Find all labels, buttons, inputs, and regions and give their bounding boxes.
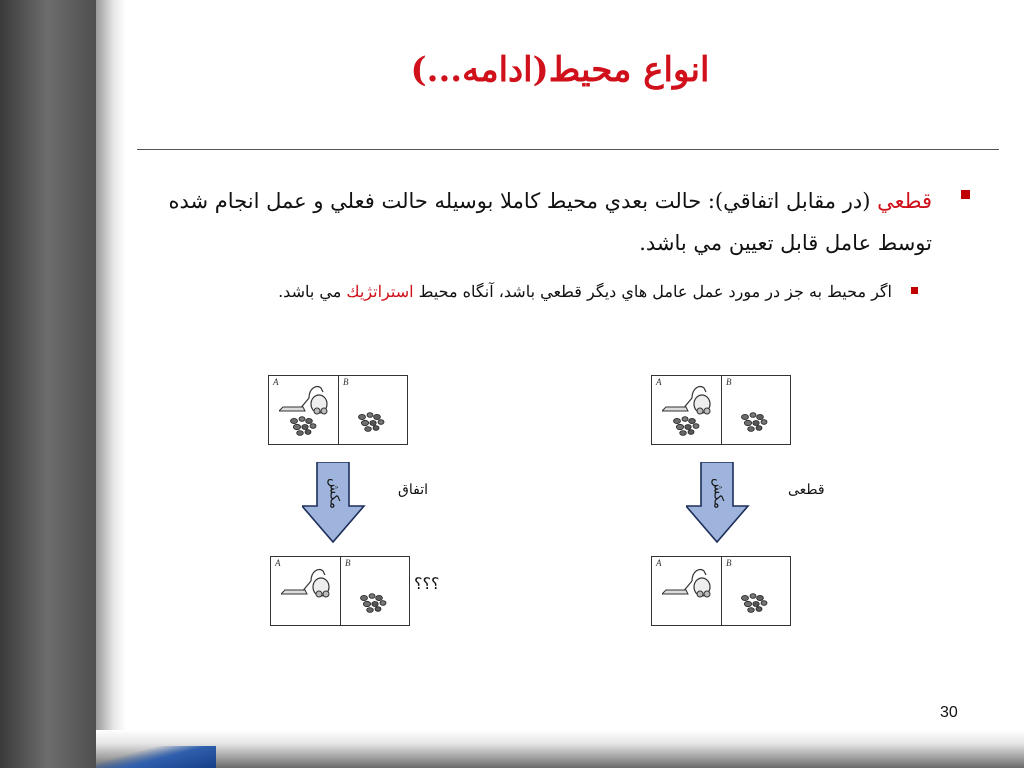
label-nondeterministic: اتفاق: [398, 482, 428, 498]
bullet-2-body-start: اگر محيط به جز در مورد عمل عامل هاي ديگر قطعي باشد، آنگاه محيط: [413, 282, 892, 301]
cell-a: [652, 376, 721, 444]
cell-label-b: B: [345, 558, 351, 568]
cell-a: [271, 557, 340, 625]
dirt-icon: [672, 416, 702, 438]
dirt-icon: [740, 412, 770, 434]
bullet-2-text: [152, 278, 892, 306]
vacuum-icon: [281, 567, 333, 599]
action-label-left: مکش: [326, 478, 342, 509]
dirt-icon: [357, 412, 387, 434]
vacuum-icon: [662, 567, 714, 599]
cell-b: [340, 557, 409, 625]
bullet-2-body-end: مي باشد.: [278, 282, 347, 301]
cell-a: [652, 557, 721, 625]
bullet-2-marker: [911, 287, 918, 294]
world-state-left-before: [268, 375, 408, 445]
cell-label-b: B: [343, 377, 349, 387]
cell-b: [721, 557, 790, 625]
cell-label-a: A: [275, 558, 281, 568]
cell-label-b: B: [726, 558, 732, 568]
dirt-icon: [359, 593, 389, 615]
unknown-outcome-marker: ؟؟؟: [414, 576, 440, 593]
slide-frame-shadow: [96, 0, 126, 768]
slide-title: انواع محيط(ادامه...): [410, 50, 710, 90]
cell-label-a: A: [656, 377, 662, 387]
title-divider: [137, 149, 999, 150]
slide-frame-left-band: [0, 0, 96, 768]
slide-frame-corner-accent: [96, 746, 216, 768]
cell-b: [338, 376, 407, 444]
slide-frame-bottom: [96, 730, 1024, 768]
bullet-1-body: (در مقابل اتفاقي): حالت بعدي محيط كاملا بوسيله حالت فعلي و عمل انجام شده توسط عامل قابل تعيين مي باشد.: [168, 189, 932, 255]
cell-label-a: A: [273, 377, 279, 387]
vacuum-icon: [279, 384, 331, 416]
bullet-1-keyword: قطعي: [877, 189, 932, 213]
world-state-right-before: [651, 375, 791, 445]
bullet-1-text: [152, 180, 932, 264]
action-label-right: مکش: [710, 478, 726, 509]
vacuum-icon: [662, 384, 714, 416]
dirt-icon: [289, 416, 319, 438]
dirt-icon: [740, 593, 770, 615]
cell-label-a: A: [656, 558, 662, 568]
page-number: 30: [940, 704, 958, 721]
label-deterministic: قطعی: [788, 482, 825, 498]
world-state-right-after: [651, 556, 791, 626]
cell-b: [721, 376, 790, 444]
cell-label-b: B: [726, 377, 732, 387]
world-state-left-after: [270, 556, 410, 626]
bullet-1-marker: [961, 190, 970, 199]
bullet-2-keyword: استراتژيك: [346, 282, 414, 301]
cell-a: [269, 376, 338, 444]
